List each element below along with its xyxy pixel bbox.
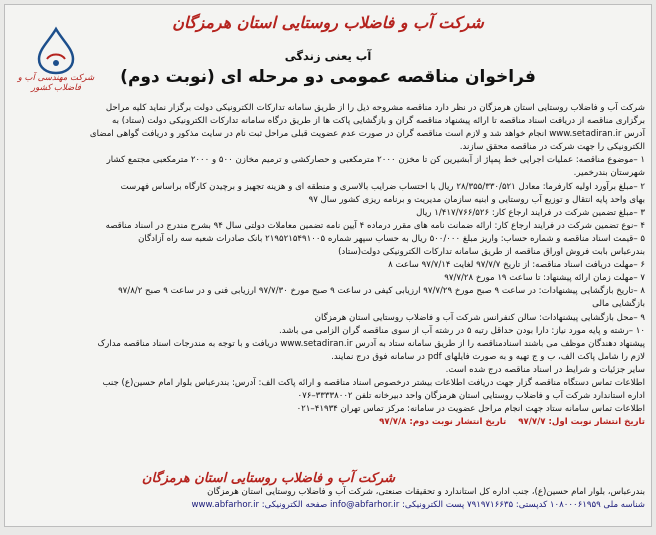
footer-company-name: شرکت آب و فاضلاب روستایی استان هرمزگان bbox=[141, 471, 395, 486]
company-logo bbox=[13, 25, 99, 99]
contact-line: اطلاعات تماس دستگاه مناقصه گزار جهت دریافت اطلاعات بیشتر درخصوص اسناد مناقصه و ارائه پاکت الف: آدرس: بندرعباس بلوار امام حسین(ع) جنب bbox=[102, 377, 645, 388]
publication-dates bbox=[11, 416, 645, 429]
intro-line: شرکت آب و فاضلاب روستایی استان هرمزگان در نظر دارد مناقصه مشروحه ذیل را از طریق سامانه تدارکات الکترونیکی دولت برگزار نماید کلیه مراحل bbox=[105, 103, 645, 113]
second-publication-date: تاریخ انتشار نوبت دوم: ۹۷/۷/۸ bbox=[379, 417, 507, 428]
water-drop-logo-icon bbox=[13, 25, 99, 75]
item-line: پیشنهاد دهندگان موظف می باشند اسنادمناقصه را از طریق سامانه ستاد به آدرس www.setadiran.ir دریافت و با توجه به مندرجات اسناد مناقصه مدارک bbox=[97, 338, 645, 349]
item-line: سایر جزئیات و شرایط در اسناد مناقصه درج شده است. bbox=[445, 364, 645, 375]
intro-line: آدرس www.setadiran.ir انجام خواهد شد و لازم است مناقصه گران در صورت عدم عضویت قبلی مراحل ثبت نام در سایت مذکور و دریافت گواهی امضای bbox=[89, 129, 645, 140]
item-line: ۱۰ –رشته و پایه مورد نیاز: دارا بودن حداقل رتبه ۵ در رشته آب از سوی مناقصه گران الزامی می باشد. bbox=[278, 325, 645, 336]
item-line: ۵ –قیمت اسناد مناقصه و شماره حساب: واریز مبلغ ۵۰۰/۰۰۰ ریال به حساب سپهر شماره ۲۱۹۵۲۱۵۴۹۱۰۰۵ بانک صادرات شعبه سه راه آزادگان bbox=[138, 233, 645, 244]
notice-title: فراخوان مناقصه عمومی دو مرحله ای (نوبت دوم) bbox=[120, 67, 536, 87]
item-line: ۸ –تاریخ بازگشایی پیشنهادات: در ساعت ۹ صبح مورخ ۹۷/۷/۲۹ ارزیابی کیفی در ساعت ۹ صبح مورخ ۹۷/۷/۳۰ ارزیابی فنی و در ساعت ۹ صبح ۹۷/۸/۲ bbox=[118, 286, 645, 297]
intro-line: برگزاری مناقصه از دریافت اسناد مناقصه تا ارائه پیشنهاد مناقصه گران و بازگشایی پاکت ها از طریق درگاه سامانه تدارکات الکترونیکی دولت (ستاد) به bbox=[111, 116, 645, 127]
item-line: ۱ –موضوع مناقصه: عملیات اجرایی خط پمپاژ از آبشیرین کن تا مخزن ۲۰۰۰ مترمکعبی و حصارکشی و ترمیم مخازن ۵۰۰ و ۲۰۰۰ مترمکعبی مجتمع کشار bbox=[106, 155, 645, 166]
item-line: ۲ –مبلغ برآورد اولیه کارفرما: معادل ۲۸/۳۵۵/۳۳۰/۵۲۱ ریال با احتساب ضرایب بالاسری و منطقه ای و هزینه تجهیز و برچیدن کارگاه براساس فهرست bbox=[120, 181, 645, 192]
item-line: بازگشایی مالی bbox=[592, 299, 645, 310]
header-slogan: آب یعنی زندگی bbox=[284, 49, 372, 63]
footer-address: بندرعباس، بلوار امام حسین(ع)، جنب اداره کل استاندارد و تحقیقات صنعتی، شرکت آب و فاضلاب روستایی استان هرمزگان bbox=[207, 487, 645, 497]
tender-notice bbox=[4, 4, 652, 527]
item-line: بندرعباس بابت فروش اوراق مناقصه از طریق سامانه تدارکات الکترونیکی دولت(ستاد) bbox=[338, 247, 645, 258]
item-line: شهرستان بندرخمیر. bbox=[573, 168, 645, 179]
contact-line: اداره استاندارد شرکت آب و فاضلاب روستایی استان هرمزگان واحد دبیرخانه تلفن ۳۳۳۳۸۰۰۲–۰۷۶ bbox=[297, 391, 645, 402]
item-line: بهای واحد پایه انتقال و توزیع آب روستایی و ابنیه سازمان مدیریت و برنامه ریزی کشور سال ۹۷ bbox=[308, 194, 645, 205]
first-publication-date: تاریخ انتشار نوبت اول: ۹۷/۷/۷ bbox=[518, 417, 645, 428]
intro-line: الکترونیکی را جهت شرکت در مناقصه محقق سازند. bbox=[459, 142, 645, 153]
contact-line: اطلاعات تماس سامانه ستاد جهت انجام مراحل عضویت در سامانه: مرکز تماس تهران ۴۱۹۳۴–۰۲۱ bbox=[296, 404, 645, 415]
notice-body bbox=[11, 102, 645, 429]
item-line: ۹ –محل بازگشایی پیشنهادات: سالن کنفرانس شرکت آب و فاضلاب روستایی استان هرمزگان bbox=[314, 312, 645, 323]
item-line: لازم را شامل پاکت الف، ب و ج تهیه و به صورت فایلهای pdf در سامانه فوق درج نمایند. bbox=[331, 351, 645, 362]
header-company-name: شرکت آب و فاضلاب روستایی استان هرمزگان bbox=[172, 13, 484, 32]
item-line: ۷ –مهلت زمان ارائه پیشنهاد: تا ساعت ۱۹ مورخ ۹۷/۷/۲۸ bbox=[444, 273, 645, 284]
item-line: ۳ –مبلغ تضمین شرکت در فرایند ارجاع کار: ۱/۴۱۷/۷۶۶/۵۲۶ ریال bbox=[416, 207, 645, 218]
item-line: ۶ –مهلت دریافت اسناد مناقصه: از تاریخ ۹۷/۷/۷ لغایت ۹۷/۷/۱۴ ساعت ۸ bbox=[388, 260, 645, 271]
logo-caption: شرکت مهندسی آب و فاضلاب کشور bbox=[17, 73, 95, 93]
notice-footer bbox=[11, 471, 645, 512]
notice-header bbox=[5, 5, 651, 103]
footer-contact: شناسه ملی ۱۰۸۰۰۰۶۱۹۵۹ کدپستی: ۷۹۱۹۷۱۶۶۳۵ پست الکترونیکی: info@abfarhor.ir صفحه الکترونیکی: www.abfarhor.ir bbox=[191, 500, 645, 510]
item-line: ۴ –نوع تضمین شرکت در فرایند ارجاع کار: ارائه ضمانت نامه های مقرر درماده ۴ آیین نامه تضمین معاملات دولتی سال ۹۴ بشرح مندرج در اسناد مناقصه bbox=[105, 220, 645, 231]
